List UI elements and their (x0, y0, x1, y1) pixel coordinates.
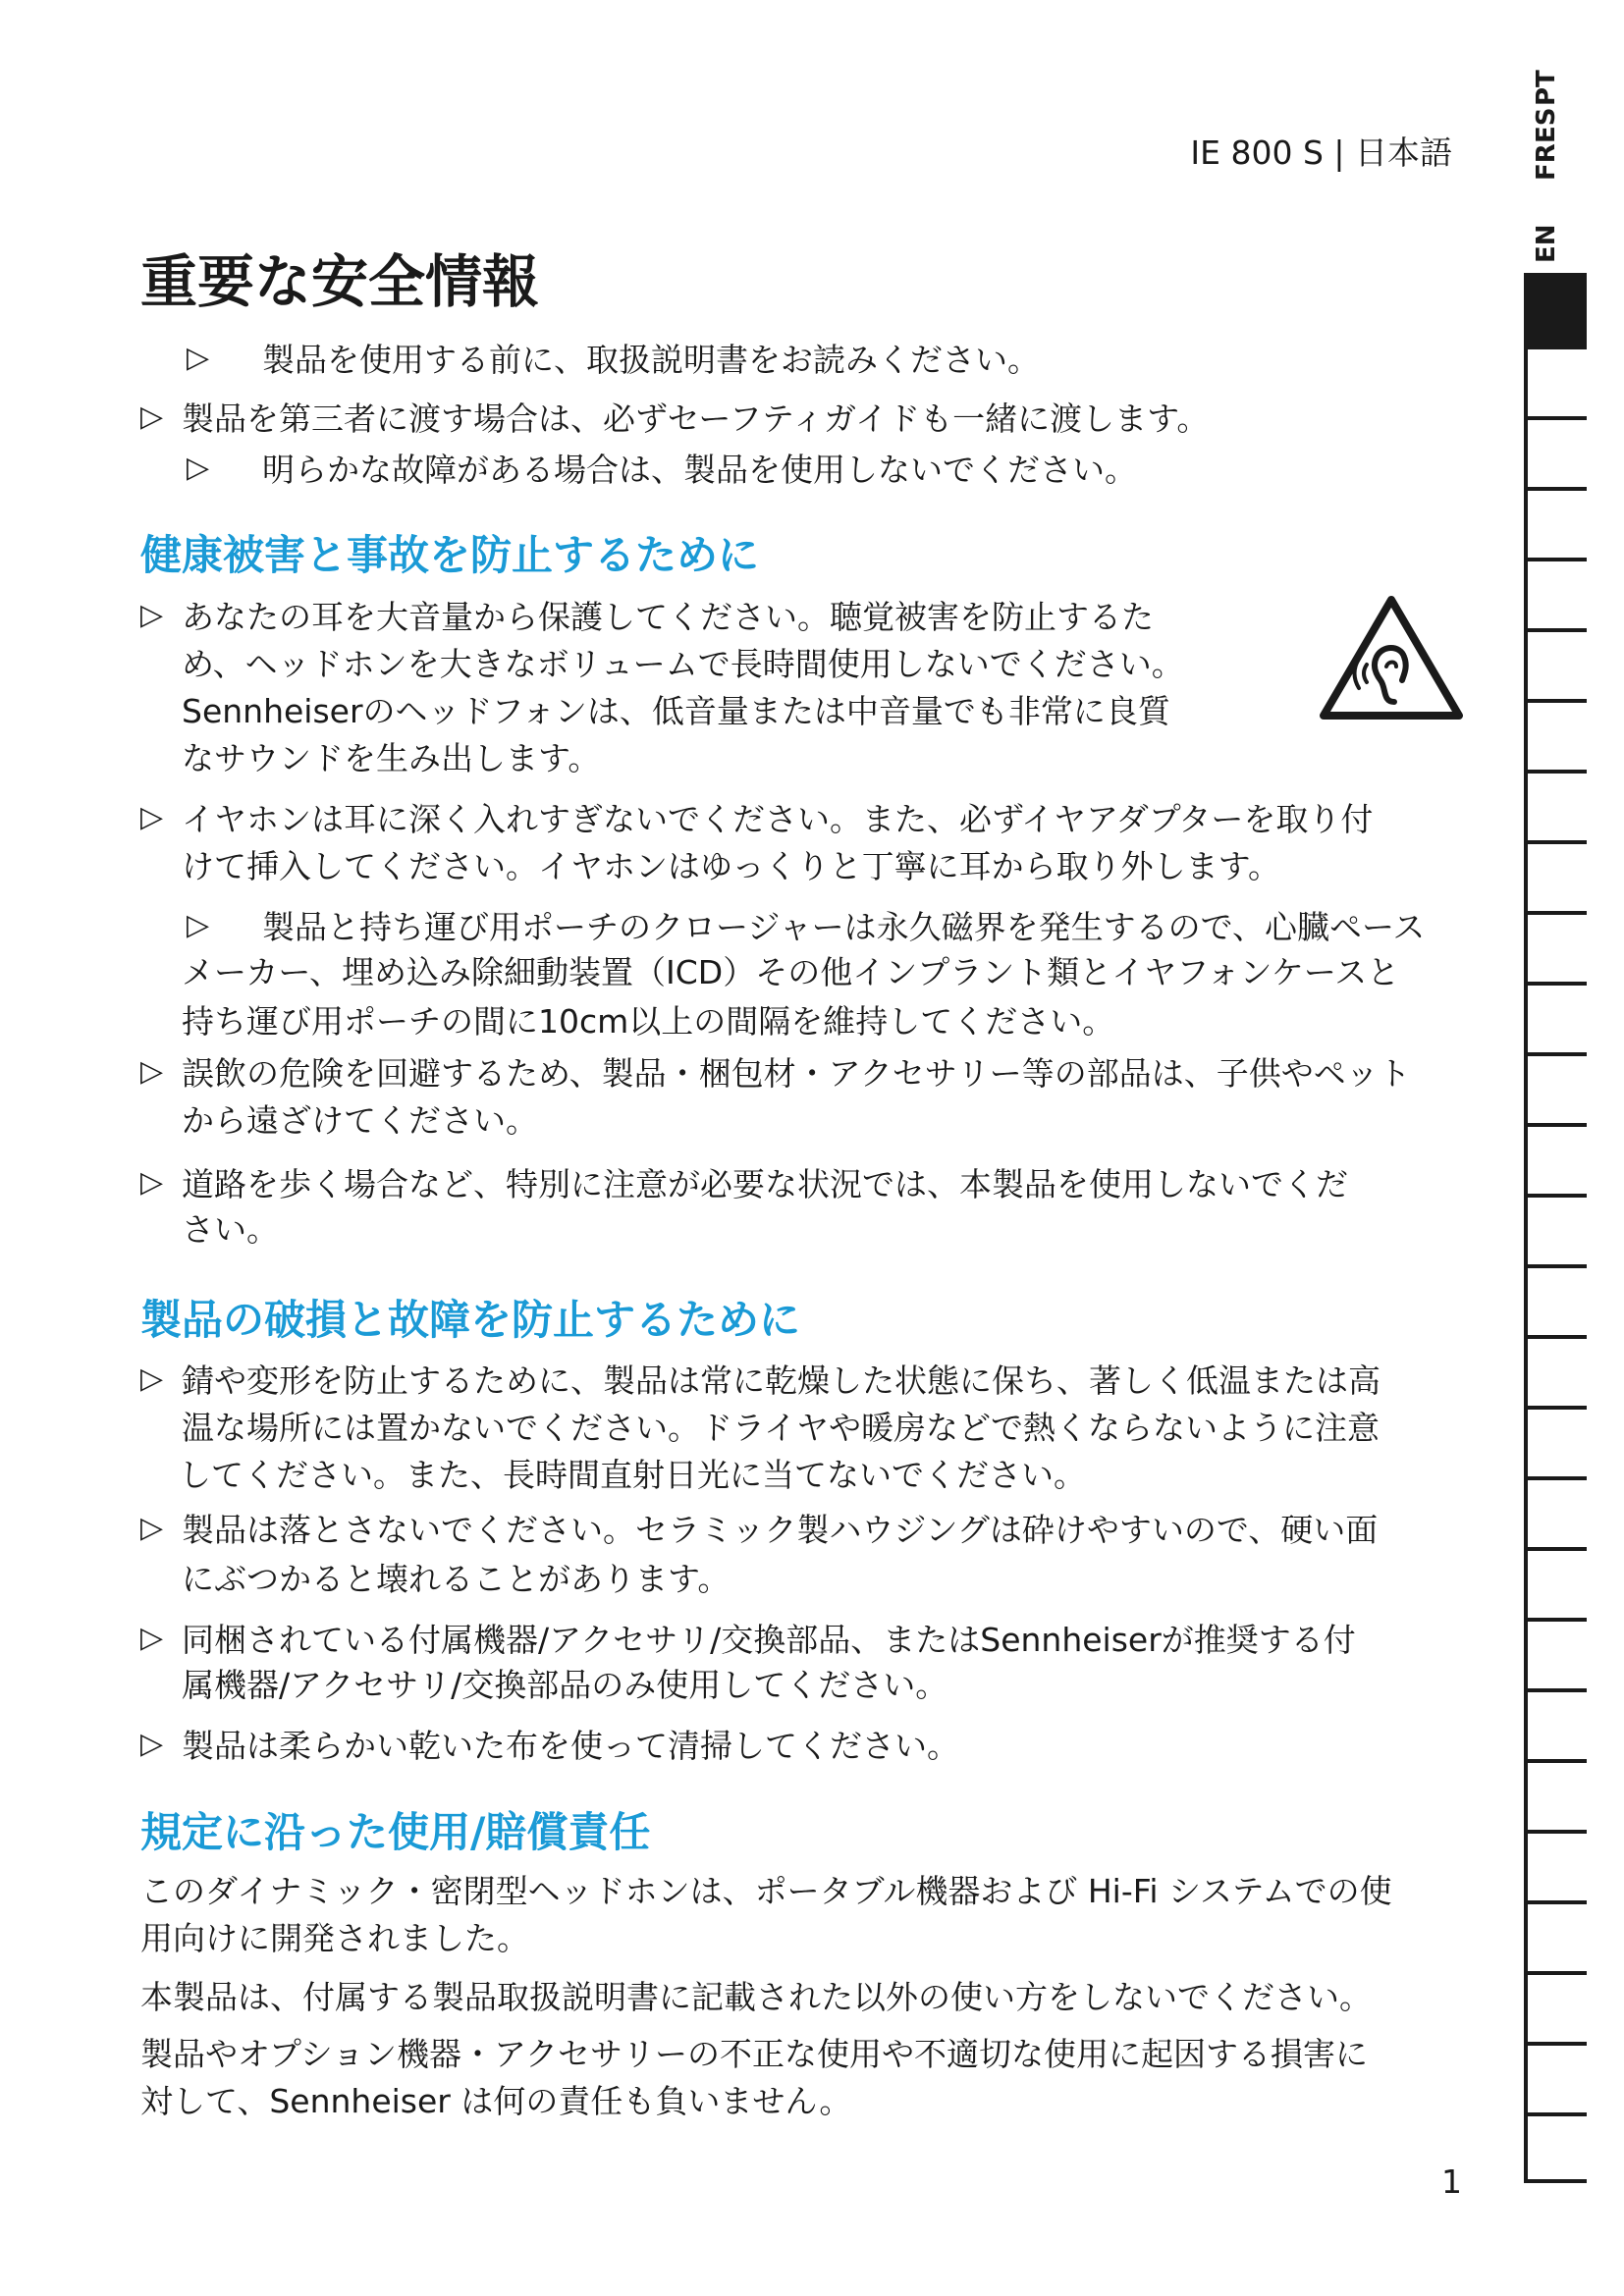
language-tab[interactable] (1524, 1971, 1587, 2042)
bullet-line: から遠ざけてください。 (182, 1101, 538, 1140)
bullet-line: あなたの耳を大音量から保護してください。聴覚被害を防止するた (182, 598, 1154, 636)
language-tab[interactable] (1524, 1618, 1587, 1688)
intro-line: 明らかな故障がある場合は、製品を使用しないでください。 (262, 451, 1137, 489)
intro-line: 製品を使用する前に、取扱説明書をお読みください。 (262, 341, 1040, 379)
tab-label-fr[interactable]: FR (1532, 143, 1561, 181)
bullet-line: め、ヘッドホンを大きなボリュームで長時間使用しないでください。 (182, 645, 1184, 683)
language-tab[interactable] (1524, 1264, 1587, 1335)
language-tab[interactable] (1524, 1406, 1587, 1476)
language-tab[interactable] (1524, 1476, 1587, 1547)
language-tab[interactable] (1524, 1194, 1587, 1264)
language-tab[interactable] (1524, 628, 1587, 699)
tab-label-pt[interactable]: PT (1532, 70, 1561, 106)
language-tab[interactable] (1524, 840, 1587, 911)
paragraph-line: 本製品は、付属する製品取扱説明書に記載された以外の使い方をしないでください。 (140, 1978, 1372, 2016)
tab-label-es[interactable]: ES (1532, 107, 1561, 143)
language-tab[interactable] (1524, 1123, 1587, 1194)
language-tab[interactable] (1524, 911, 1587, 982)
paragraph-line: 用向けに開発されました。 (140, 1919, 529, 1957)
bullet-line: なサウンドを生み出します。 (182, 739, 601, 777)
triangle-bullet-icon: ▷ (140, 1054, 164, 1089)
triangle-bullet-icon: ▷ (187, 341, 210, 375)
language-tab-strip (1520, 0, 1589, 2296)
paragraph-line: このダイナミック・密閉型ヘッドホンは、ポータブル機器および Hi-Fi システムでの使 (140, 1872, 1392, 1910)
bullet-line: 温な場所には置かないでください。ドライヤや暖房などで熱くならないように注意 (182, 1409, 1380, 1447)
language-tab[interactable] (1524, 982, 1587, 1052)
bullet-line: メーカー、埋め込み除細動装置（ICD）その他インプラント類とイヤフォンケースと (182, 953, 1400, 991)
triangle-bullet-icon: ▷ (140, 1511, 164, 1545)
page-number: 1 (1441, 2163, 1462, 2201)
section-heading-intended-use: 規定に沿った使用/賠償責任 (140, 1808, 651, 1856)
triangle-bullet-icon: ▷ (187, 451, 210, 485)
bullet-line: さい。 (182, 1210, 279, 1249)
language-tab[interactable] (1524, 1547, 1587, 1618)
intro-line: 製品を第三者に渡す場合は、必ずセーフティガイドも一緒に渡します。 (182, 400, 1210, 438)
language-tab[interactable] (1524, 416, 1587, 487)
language-tab[interactable] (1524, 770, 1587, 840)
bullet-line: 錆や変形を防止するために、製品は常に乾燥した状態に保ち、著しく低温または高 (182, 1362, 1380, 1400)
language-tab[interactable] (1524, 2042, 1587, 2112)
triangle-bullet-icon: ▷ (140, 1165, 164, 1200)
language-tab[interactable] (1524, 1830, 1587, 1900)
language-tab[interactable] (1524, 346, 1587, 416)
bullet-line: にぶつかると壊れることがあります。 (182, 1560, 731, 1598)
bullet-line: Sennheiserのヘッドフォンは、低音量または中音量でも非常に良質 (182, 692, 1170, 730)
language-tab[interactable] (1524, 1759, 1587, 1830)
bullet-line: してください。また、長時間直射日光に当てないでください。 (179, 1456, 1086, 1494)
language-tab[interactable] (1524, 558, 1587, 628)
language-tab[interactable] (1524, 699, 1587, 770)
bullet-line: イヤホンは耳に深く入れすぎないでください。また、必ずイヤアダプターを取り付 (182, 800, 1374, 838)
language-tab[interactable] (1524, 1900, 1587, 1971)
triangle-bullet-icon: ▷ (140, 598, 164, 632)
language-tab-active[interactable] (1524, 277, 1587, 346)
bullet-line: 同梱されている付属機器/アクセサリ/交換部品、またはSennheiserが推奨する付 (182, 1621, 1356, 1659)
bullet-line: 持ち運び用ポーチの間に10cm以上の間隔を維持してください。 (182, 1002, 1115, 1041)
triangle-bullet-icon: ▷ (140, 1362, 164, 1396)
tab-label-en[interactable]: EN (1532, 224, 1561, 263)
language-tab[interactable] (1524, 2112, 1587, 2183)
bullet-line: 製品は落とさないでください。セラミック製ハウジングは砕けやすいので、硬い面 (182, 1511, 1379, 1549)
triangle-bullet-icon: ▷ (140, 800, 164, 834)
paragraph-line: 製品やオプション機器・アクセサリーの不正な使用や不適切な使用に起因する損害に (140, 2035, 1369, 2073)
triangle-bullet-icon: ▷ (140, 1621, 164, 1655)
triangle-bullet-icon: ▷ (140, 400, 164, 434)
page-header: IE 800 S | 日本語 (1190, 133, 1452, 172)
paragraph-line: 対して、Sennheiser は何の責任も負いません。 (140, 2082, 852, 2120)
bullet-line: 製品と持ち運び用ポーチのクロージャーは永久磁界を発生するので、心臓ペース (262, 908, 1426, 946)
language-tab[interactable] (1524, 1688, 1587, 1759)
bullet-line: 属機器/アクセサリ/交換部品のみ使用してください。 (182, 1666, 948, 1704)
bullet-line: けて挿入してください。イヤホンはゆっくりと丁寧に耳から取り外します。 (182, 847, 1281, 885)
triangle-bullet-icon: ▷ (140, 1727, 164, 1761)
hearing-warning-icon (1318, 594, 1465, 721)
language-tab[interactable] (1524, 487, 1587, 558)
bullet-line: 道路を歩く場合など、特別に注意が必要な状況では、本製品を使用しないでくだ (182, 1165, 1348, 1203)
bullet-line: 誤飲の危険を回避するため、製品・梱包材・アクセサリー等の部品は、子供やペット (182, 1054, 1411, 1093)
bullet-line: 製品は柔らかい乾いた布を使って清掃してください。 (182, 1727, 959, 1765)
language-tab[interactable] (1524, 1335, 1587, 1406)
section-heading-damage: 製品の破損と故障を防止するために (140, 1296, 801, 1344)
triangle-bullet-icon: ▷ (187, 908, 210, 942)
page-title: 重要な安全情報 (140, 248, 540, 315)
section-heading-health: 健康被害と事故を防止するために (140, 531, 760, 579)
language-tab[interactable] (1524, 1052, 1587, 1123)
